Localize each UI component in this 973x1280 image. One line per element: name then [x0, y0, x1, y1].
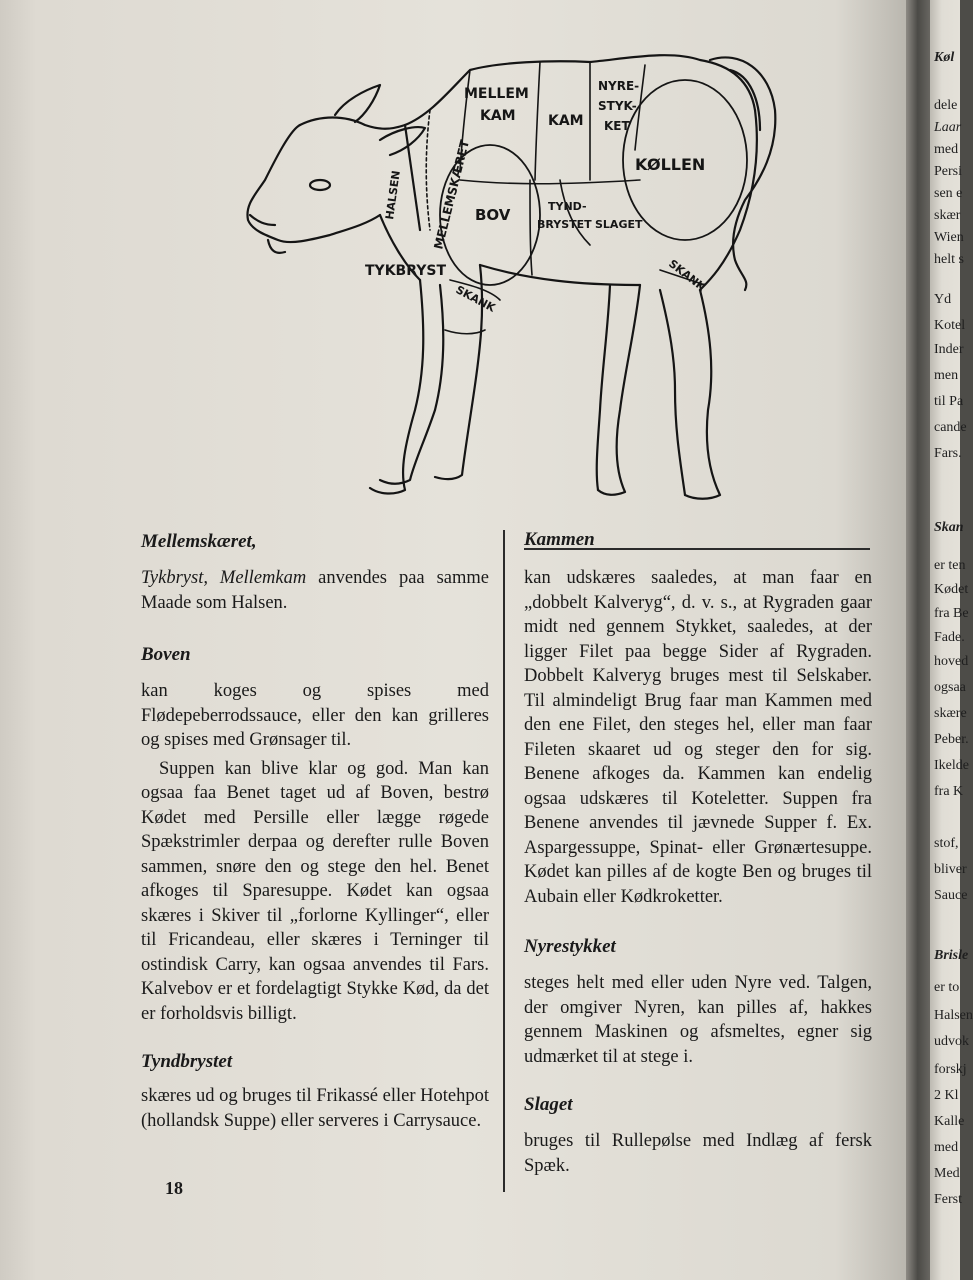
right-page-line: Ikelde — [934, 758, 969, 773]
right-page-line: Med — [934, 1166, 960, 1181]
right-page-line: er ten — [934, 558, 966, 573]
right-page-line: hoved — [934, 654, 969, 669]
right-page-line: Peber. — [934, 732, 969, 747]
right-page-line: bliver — [934, 862, 967, 877]
right-page-line: Kalle — [934, 1114, 965, 1129]
label-kollen: KØLLEN — [635, 155, 706, 174]
right-page-line: stof, — [934, 836, 959, 851]
right-page-line: fra Be — [934, 606, 969, 621]
label-skank-rear: SKANK — [666, 257, 708, 294]
right-page-edge — [930, 0, 973, 1280]
right-page-line: fra K — [934, 784, 964, 799]
right-page-line: Laar — [934, 120, 962, 135]
right-page-line: til Pa — [934, 394, 964, 409]
calf-cuts-diagram — [230, 30, 790, 510]
paragraph-mellemskaeret — [141, 566, 489, 615]
page-number: 18 — [165, 1178, 183, 1198]
right-page-line: 2 Kl — [934, 1088, 959, 1103]
label-mellemskaeret: MELLEMSKÆRET — [431, 138, 473, 251]
right-page-line: Kotel — [934, 318, 966, 333]
book-gutter — [906, 0, 932, 1280]
label-nyrestykket-2: STYK- — [598, 99, 637, 113]
paragraph-boven-1: kan koges og spises med Flødepeberrodssauce, eller den kan grilleres og spises med Grønsager til. — [141, 681, 489, 750]
right-page-line: helt s — [934, 252, 964, 267]
right-page-line: er to — [934, 980, 960, 995]
right-page-line: Inder — [934, 342, 964, 357]
right-page-line: med — [934, 142, 959, 157]
label-kam: KAM — [548, 113, 584, 129]
heading-kammen: Kammen — [524, 529, 595, 550]
label-mellem-kam-2: KAM — [480, 108, 516, 124]
right-page-line: men — [934, 368, 959, 383]
left-text-column — [141, 530, 489, 1133]
right-page-line: Halsen — [934, 1008, 973, 1023]
label-tyndbrystet-2: BRYSTET — [537, 218, 592, 231]
paragraph-boven-2: Suppen kan blive klar og god. Man kan ogsaa faa Benet taget ud af Boven, bestrø Kødet med Persille eller lægge røgede Spækstrimler derpaa og derefter rulle Boven sammen, snøre den og stege den hel. Benet afkoges til Sparesuppe. Kødet kan ogsaa skæres i Skiver til „forlorne Kyllinger“, eller til Fricandeau, eller skæres i Terninger til ostindisk Carry, kan ogsaa anvendes til Fars. Kalvebov er et fordelagtigt Stykke Kød, da det er forholdsvis billigt. — [141, 758, 489, 1024]
right-page-line: med — [934, 1140, 959, 1155]
right-page-line: ogsaa — [934, 680, 966, 695]
label-tykbryst: TYKBRYST — [365, 263, 446, 279]
label-slaget: SLAGET — [595, 218, 643, 231]
calf-illustration — [230, 30, 790, 510]
heading-nyrestykket: Nyrestykket — [524, 936, 616, 957]
mellemskaeret-emphasis: Tykbryst, Mellemkam — [141, 568, 307, 588]
label-halsen: HALSEN — [383, 169, 403, 221]
right-page-line: skær — [934, 208, 961, 223]
label-bov: BOV — [475, 206, 511, 224]
right-page-line: Fade. — [934, 630, 965, 645]
right-page-line: forskj — [934, 1062, 967, 1077]
right-page-line: Skan — [934, 520, 964, 535]
right-page-line: Sauce — [934, 888, 968, 903]
right-page-line: udvok — [934, 1034, 969, 1049]
right-page-line: Køl — [934, 50, 955, 65]
right-page-line: Kødet — [934, 582, 969, 597]
paragraph-slaget: bruges til Rullepølse med Indlæg af fersk Spæk. — [524, 1131, 872, 1176]
heading-slaget: Slaget — [524, 1094, 573, 1115]
right-page-line: Ferst — [934, 1192, 962, 1207]
right-page-line: Wien — [934, 230, 964, 245]
label-nyrestykket-3: KET — [604, 119, 630, 133]
paragraph-kammen: kan udskæres saaledes, at man faar en „dobbelt Kalveryg“, d. v. s., at Rygraden gaar midt ned gennem Stykket, saaledes, at der ligger Filet paa begge Sider af Rygraden. Dobbelt Kalveryg bruges mest til Selskaber. Til almindeligt Brug faar man Kammen med den ene Filet, den steges hel, eller man faar Fileten skaaret ud og steger den for sig. Benene afkoges da. Kammen kan endelig ogsaa udskæres til Koteletter. Suppen fra Benene anvendes til jævnede Supper f. Ex. Aspargessuppe, Spinat- eller Grønærtesuppe. Kødet kan pilles af de kogte Ben og bruges til Aubain eller Kødkroketter. — [524, 568, 872, 907]
label-tyndbrystet-1: TYND- — [548, 200, 587, 213]
column-divider — [503, 530, 505, 1192]
heading-tyndbrystet: Tyndbrystet — [141, 1051, 233, 1072]
heading-boven: Boven — [141, 644, 191, 665]
label-skank-front: SKANK — [453, 283, 498, 315]
right-page-line: dele — [934, 98, 958, 113]
label-nyrestykket-1: NYRE- — [598, 79, 640, 93]
right-page-line: sen e — [934, 186, 963, 201]
right-page-line: Persi — [934, 164, 962, 179]
label-mellem-kam-1: MELLEM — [464, 86, 529, 102]
right-page-line: cande — [934, 420, 967, 435]
paragraph-tyndbrystet: skæres ud og bruges til Frikassé eller Hotehpot (hollandsk Suppe) eller serveres i Carrysauce. — [141, 1086, 489, 1131]
right-page-line: Fars. — [934, 446, 962, 461]
right-page-line: skære — [934, 706, 967, 721]
mellemskaeret-text: anvendes paa samme Maade som Halsen. — [141, 568, 489, 613]
right-page-line: Yd — [934, 292, 952, 307]
right-page-line: Brisle — [934, 948, 969, 963]
heading-mellemskaeret: Mellemskæret, — [141, 531, 257, 552]
paragraph-nyrestykket: steges helt med eller uden Nyre ved. Talgen, der omgiver Nyren, kan pilles af, hakkes gennem Maskinen og afsmeltes, egner sig udmærket til at stege i. — [524, 973, 872, 1067]
right-text-column — [524, 528, 872, 1178]
